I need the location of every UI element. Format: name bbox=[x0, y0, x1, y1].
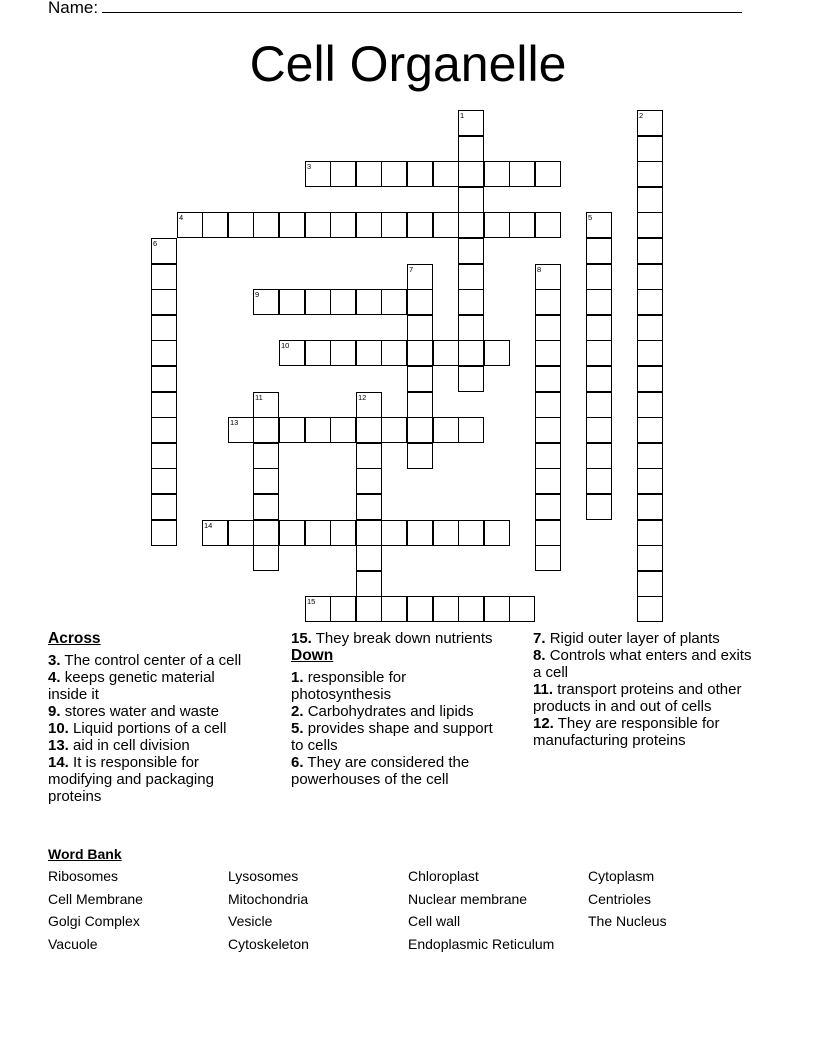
grid-cell[interactable] bbox=[381, 417, 407, 443]
grid-cell[interactable] bbox=[586, 468, 612, 494]
grid-cell[interactable] bbox=[535, 417, 561, 443]
grid-cell[interactable] bbox=[458, 340, 484, 366]
grid-cell[interactable] bbox=[458, 110, 484, 136]
grid-cell[interactable] bbox=[253, 520, 279, 546]
grid-cell[interactable] bbox=[356, 392, 382, 418]
clue-down-11: 11. transport proteins and other products in and out of cells bbox=[533, 681, 742, 715]
clue-number: 10 bbox=[281, 341, 290, 350]
grid-cell[interactable] bbox=[356, 468, 382, 494]
grid-cell[interactable] bbox=[637, 238, 663, 264]
grid-cell[interactable] bbox=[535, 161, 561, 187]
grid-cell[interactable] bbox=[433, 596, 459, 622]
page-title: Cell Organelle bbox=[249, 36, 567, 92]
clue-number: 15 bbox=[307, 597, 316, 606]
word-bank-item: Ribosomes bbox=[48, 868, 119, 884]
clue-number: 7 bbox=[409, 265, 414, 274]
grid-cell[interactable] bbox=[433, 340, 459, 366]
grid-cell[interactable] bbox=[253, 468, 279, 494]
clues-column-1 bbox=[48, 630, 258, 805]
grid-cell[interactable] bbox=[433, 212, 459, 238]
clue-across-4: 4. keeps genetic material inside it bbox=[48, 669, 215, 703]
word-bank-item: Vacuole bbox=[48, 936, 98, 952]
clue-down-2: 2. Carbohydrates and lipids bbox=[291, 703, 474, 720]
clue-number: 12 bbox=[358, 393, 367, 402]
grid-cell[interactable] bbox=[637, 417, 663, 443]
grid-cell[interactable] bbox=[228, 417, 254, 443]
grid-cell[interactable] bbox=[637, 187, 663, 213]
grid-cell[interactable] bbox=[509, 596, 535, 622]
grid-cell[interactable] bbox=[484, 596, 510, 622]
grid-cell[interactable] bbox=[407, 340, 433, 366]
grid-cell[interactable] bbox=[637, 161, 663, 187]
clue-down-12: 12. They are responsible for manufacturing proteins bbox=[533, 715, 720, 749]
grid-cell[interactable] bbox=[535, 468, 561, 494]
clues-column-2 bbox=[291, 630, 505, 788]
clue-number: 4 bbox=[179, 213, 184, 222]
word-bank-item: Golgi Complex bbox=[48, 913, 140, 929]
grid-cell[interactable] bbox=[509, 212, 535, 238]
grid-cell[interactable] bbox=[535, 315, 561, 341]
grid-cell[interactable] bbox=[279, 340, 305, 366]
clue-down-6: 6. They are considered the powerhouses of the cell bbox=[291, 754, 470, 788]
grid-cell[interactable] bbox=[586, 340, 612, 366]
grid-cell[interactable] bbox=[330, 289, 356, 315]
clue-across-3: 3. The control center of a cell bbox=[48, 652, 242, 669]
clue-across-10: 10. Liquid portions of a cell bbox=[48, 720, 227, 737]
word-bank-item: Cell Membrane bbox=[48, 891, 143, 907]
grid-cell[interactable] bbox=[586, 392, 612, 418]
grid-cell[interactable] bbox=[407, 264, 433, 290]
clue-number: 9 bbox=[255, 290, 260, 299]
clue-number: 1 bbox=[460, 111, 465, 120]
clues-column-3 bbox=[533, 630, 753, 749]
clue-across-9: 9. stores water and waste bbox=[48, 703, 219, 720]
grid-cell[interactable] bbox=[458, 417, 484, 443]
grid-cell[interactable] bbox=[637, 596, 663, 622]
grid-cell[interactable] bbox=[202, 212, 228, 238]
grid-cell[interactable] bbox=[535, 289, 561, 315]
grid-cell[interactable] bbox=[381, 596, 407, 622]
grid-cell[interactable] bbox=[151, 494, 177, 520]
grid-cell[interactable] bbox=[484, 161, 510, 187]
grid-cell[interactable] bbox=[305, 161, 331, 187]
grid-cell[interactable] bbox=[637, 392, 663, 418]
grid-cell[interactable] bbox=[151, 392, 177, 418]
word-bank-item: Cytoplasm bbox=[588, 868, 655, 884]
grid-cell[interactable] bbox=[535, 494, 561, 520]
grid-cell[interactable] bbox=[586, 494, 612, 520]
grid-cell[interactable] bbox=[330, 340, 356, 366]
word-bank-item: Nuclear membrane bbox=[408, 891, 528, 907]
down-heading: Down bbox=[291, 647, 334, 664]
clue-number: 14 bbox=[204, 521, 213, 530]
grid-cell[interactable] bbox=[407, 315, 433, 341]
grid-cell[interactable] bbox=[433, 161, 459, 187]
grid-cell[interactable] bbox=[458, 161, 484, 187]
grid-cell[interactable] bbox=[407, 596, 433, 622]
grid-cell[interactable] bbox=[305, 212, 331, 238]
grid-cell[interactable] bbox=[151, 417, 177, 443]
grid-cell[interactable] bbox=[458, 596, 484, 622]
name-label: Name: bbox=[48, 0, 99, 17]
grid-cell[interactable] bbox=[330, 596, 356, 622]
grid-cell[interactable] bbox=[586, 238, 612, 264]
word-bank-item: Mitochondria bbox=[228, 891, 309, 907]
grid-cell[interactable] bbox=[637, 212, 663, 238]
grid-cell[interactable] bbox=[458, 366, 484, 392]
grid-cell[interactable] bbox=[535, 545, 561, 571]
grid-cell[interactable] bbox=[279, 212, 305, 238]
grid-cell[interactable] bbox=[637, 315, 663, 341]
grid-cell[interactable] bbox=[356, 212, 382, 238]
grid-cell[interactable] bbox=[535, 366, 561, 392]
grid-cell[interactable] bbox=[586, 315, 612, 341]
grid-cell[interactable] bbox=[458, 187, 484, 213]
word-bank-item: Lysosomes bbox=[228, 868, 299, 884]
grid-cell[interactable] bbox=[305, 289, 331, 315]
grid-cell[interactable] bbox=[458, 212, 484, 238]
word-bank-item: Centrioles bbox=[588, 891, 652, 907]
grid-cell[interactable] bbox=[253, 545, 279, 571]
grid-cell[interactable] bbox=[228, 520, 254, 546]
grid-cell[interactable] bbox=[356, 443, 382, 469]
grid-cell[interactable] bbox=[151, 443, 177, 469]
grid-cell[interactable] bbox=[484, 340, 510, 366]
grid-cell[interactable] bbox=[407, 520, 433, 546]
grid-cell[interactable] bbox=[279, 289, 305, 315]
clue-down-1: 1. responsible for photosynthesis bbox=[291, 669, 407, 703]
grid-cell[interactable] bbox=[330, 212, 356, 238]
clue-down-7: 7. Rigid outer layer of plants bbox=[533, 630, 720, 647]
grid-cell[interactable] bbox=[637, 520, 663, 546]
grid-cell[interactable] bbox=[279, 520, 305, 546]
grid-cell[interactable] bbox=[407, 212, 433, 238]
grid-cell[interactable] bbox=[637, 494, 663, 520]
grid-cell[interactable] bbox=[484, 212, 510, 238]
grid-cell[interactable] bbox=[381, 212, 407, 238]
grid-cell[interactable] bbox=[151, 366, 177, 392]
grid-cell[interactable] bbox=[253, 443, 279, 469]
word-bank-item: Chloroplast bbox=[408, 868, 479, 884]
grid-cell[interactable] bbox=[356, 520, 382, 546]
grid-cell[interactable] bbox=[151, 520, 177, 546]
grid-cell[interactable] bbox=[407, 443, 433, 469]
grid-cell[interactable] bbox=[637, 571, 663, 597]
grid-cell[interactable] bbox=[305, 417, 331, 443]
grid-cell[interactable] bbox=[458, 136, 484, 162]
grid-cell[interactable] bbox=[151, 468, 177, 494]
grid-cell[interactable] bbox=[381, 340, 407, 366]
grid-cell[interactable] bbox=[356, 417, 382, 443]
grid-cell[interactable] bbox=[253, 494, 279, 520]
grid-cell[interactable] bbox=[458, 289, 484, 315]
grid-cell[interactable] bbox=[177, 212, 203, 238]
grid-cell[interactable] bbox=[381, 161, 407, 187]
grid-cell[interactable] bbox=[484, 520, 510, 546]
grid-cell[interactable] bbox=[535, 520, 561, 546]
grid-cell[interactable] bbox=[330, 520, 356, 546]
grid-cell[interactable] bbox=[637, 545, 663, 571]
grid-cell[interactable] bbox=[458, 315, 484, 341]
clue-across-15: 15. They break down nutrients bbox=[291, 630, 493, 647]
grid-cell[interactable] bbox=[458, 264, 484, 290]
grid-cell[interactable] bbox=[586, 264, 612, 290]
grid-cell[interactable] bbox=[586, 366, 612, 392]
grid-cell[interactable] bbox=[509, 161, 535, 187]
grid-cell[interactable] bbox=[330, 161, 356, 187]
grid-cell[interactable] bbox=[407, 161, 433, 187]
grid-cell[interactable] bbox=[381, 520, 407, 546]
clue-across-14: 14. It is responsible for modifying and packaging proteins bbox=[48, 754, 214, 805]
grid-cell[interactable] bbox=[637, 366, 663, 392]
clue-number: 11 bbox=[255, 393, 263, 402]
grid-cell[interactable] bbox=[151, 289, 177, 315]
grid-cell[interactable] bbox=[253, 392, 279, 418]
grid-cell[interactable] bbox=[407, 366, 433, 392]
grid-cell[interactable] bbox=[458, 520, 484, 546]
grid-cell[interactable] bbox=[356, 545, 382, 571]
grid-cell[interactable] bbox=[305, 520, 331, 546]
grid-cell[interactable] bbox=[535, 443, 561, 469]
word-bank-item: The Nucleus bbox=[588, 913, 667, 929]
grid-cell[interactable] bbox=[253, 212, 279, 238]
grid-cell[interactable] bbox=[637, 110, 663, 136]
grid-cell[interactable] bbox=[330, 417, 356, 443]
word-bank-item: Vesicle bbox=[228, 913, 273, 929]
clue-number: 3 bbox=[307, 162, 312, 171]
grid-cell[interactable] bbox=[433, 520, 459, 546]
grid-cell[interactable] bbox=[151, 264, 177, 290]
grid-cell[interactable] bbox=[458, 238, 484, 264]
clue-down-5: 5. provides shape and support to cells bbox=[291, 720, 493, 754]
grid-cell[interactable] bbox=[151, 340, 177, 366]
grid-cell[interactable] bbox=[586, 417, 612, 443]
grid-cell[interactable] bbox=[356, 340, 382, 366]
grid-cell[interactable] bbox=[637, 340, 663, 366]
grid-cell[interactable] bbox=[151, 238, 177, 264]
grid-cell[interactable] bbox=[433, 417, 459, 443]
grid-cell[interactable] bbox=[535, 340, 561, 366]
grid-cell[interactable] bbox=[279, 417, 305, 443]
grid-cell[interactable] bbox=[637, 468, 663, 494]
grid-cell[interactable] bbox=[305, 340, 331, 366]
grid-cell[interactable] bbox=[356, 494, 382, 520]
grid-cell[interactable] bbox=[637, 136, 663, 162]
grid-cell[interactable] bbox=[637, 289, 663, 315]
clue-number: 8 bbox=[537, 265, 542, 274]
grid-cell[interactable] bbox=[356, 596, 382, 622]
clue-number: 13 bbox=[230, 418, 239, 427]
grid-cell[interactable] bbox=[356, 289, 382, 315]
grid-cell[interactable] bbox=[407, 289, 433, 315]
grid-cell[interactable] bbox=[586, 212, 612, 238]
grid-cell[interactable] bbox=[202, 520, 228, 546]
grid-cell[interactable] bbox=[407, 417, 433, 443]
grid-cell[interactable] bbox=[586, 443, 612, 469]
grid-cell[interactable] bbox=[535, 392, 561, 418]
word-bank-title: Word Bank bbox=[48, 846, 122, 862]
clue-number: 2 bbox=[639, 111, 644, 120]
grid-cell[interactable] bbox=[535, 264, 561, 290]
word-bank-item: Cell wall bbox=[408, 913, 461, 929]
grid-cell[interactable] bbox=[381, 289, 407, 315]
grid-cell[interactable] bbox=[253, 417, 279, 443]
clue-across-13: 13. aid in cell division bbox=[48, 737, 190, 754]
grid-cell[interactable] bbox=[637, 443, 663, 469]
clue-number: 5 bbox=[588, 213, 593, 222]
grid-cell[interactable] bbox=[535, 212, 561, 238]
word-bank-item: Endoplasmic Reticulum bbox=[408, 936, 555, 952]
grid-cell[interactable] bbox=[305, 596, 331, 622]
grid-cell[interactable] bbox=[637, 264, 663, 290]
grid-cell[interactable] bbox=[586, 289, 612, 315]
grid-cell[interactable] bbox=[356, 571, 382, 597]
grid-cell[interactable] bbox=[151, 315, 177, 341]
grid-cell[interactable] bbox=[407, 392, 433, 418]
grid-cell[interactable] bbox=[253, 289, 279, 315]
grid-cell[interactable] bbox=[356, 161, 382, 187]
clue-down-8: 8. Controls what enters and exits a cell bbox=[533, 647, 752, 681]
grid-cell[interactable] bbox=[228, 212, 254, 238]
across-heading: Across bbox=[48, 630, 101, 647]
word-bank-item: Cytoskeleton bbox=[228, 936, 309, 952]
clue-number: 6 bbox=[153, 239, 158, 248]
